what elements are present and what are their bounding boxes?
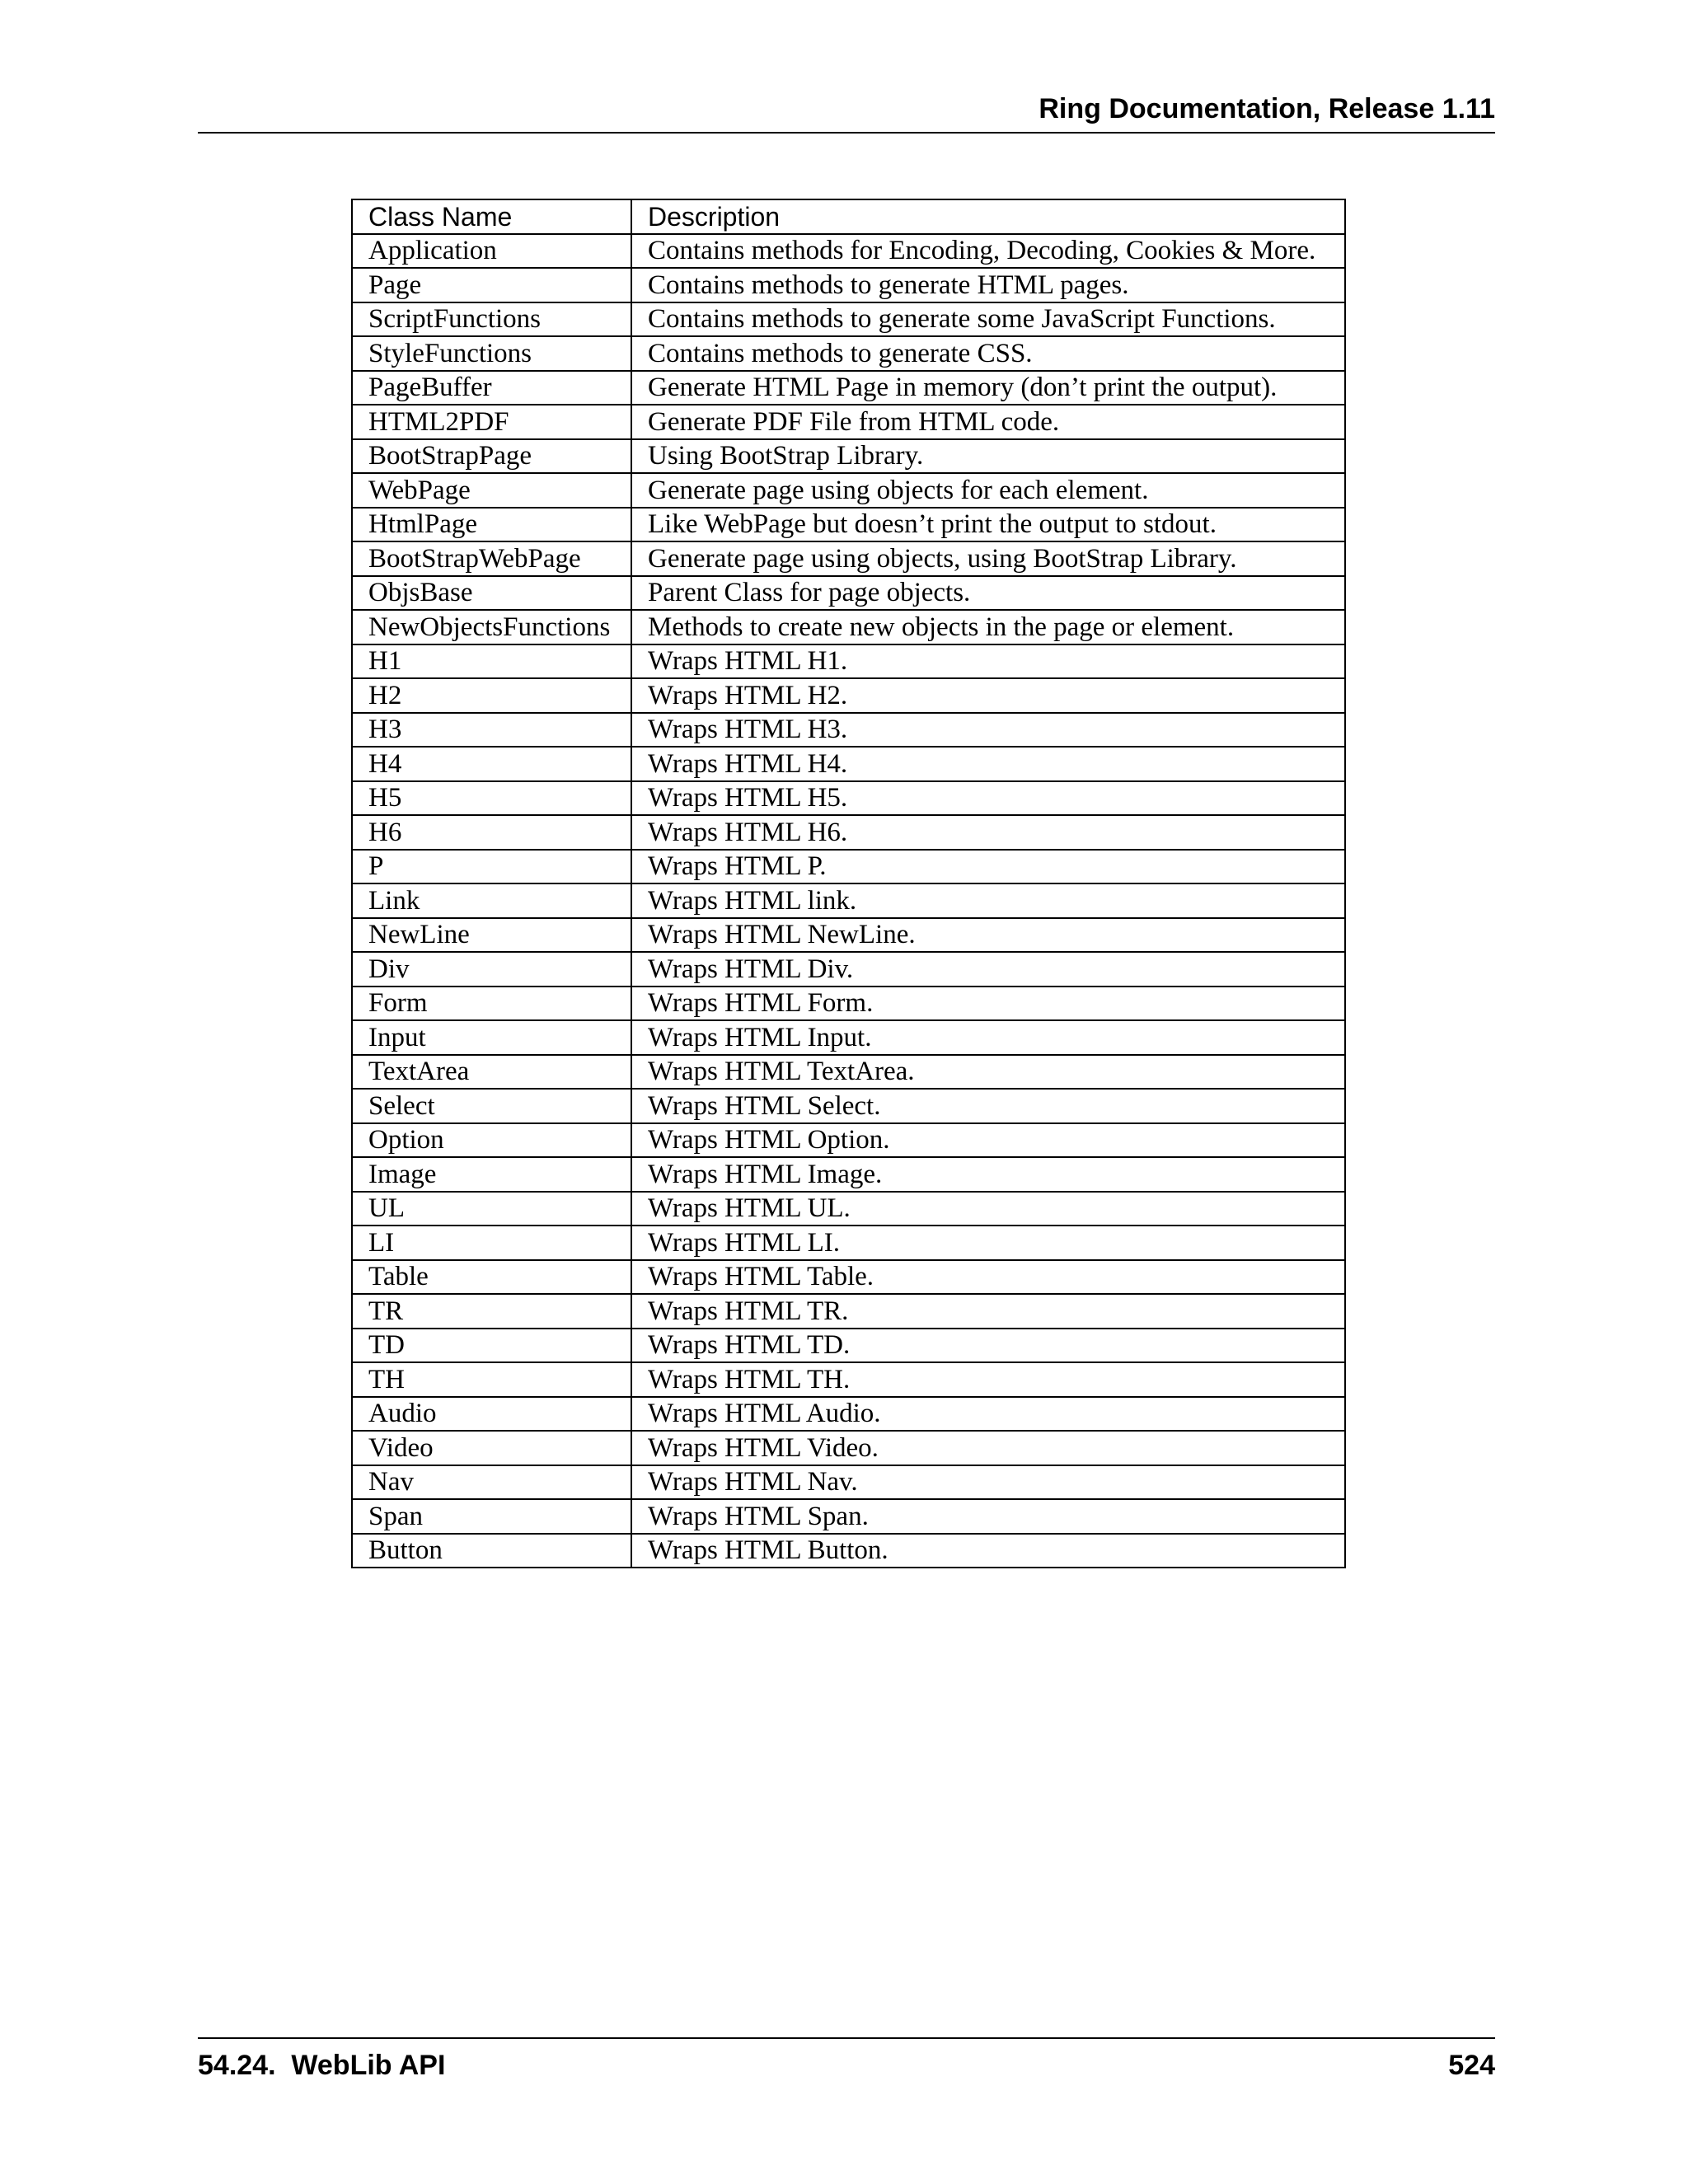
description-cell: Contains methods to generate HTML pages. [631,268,1345,302]
class-name-cell: Table [352,1260,631,1295]
description-cell: Wraps HTML H3. [631,713,1345,748]
class-name-cell: TR [352,1294,631,1329]
class-name-cell: H6 [352,815,631,850]
description-cell: Generate PDF File from HTML code. [631,405,1345,439]
table-row [352,439,1345,474]
class-name-cell: Option [352,1123,631,1158]
table-row [352,1431,1345,1465]
class-name-cell: Select [352,1089,631,1123]
class-name-cell: Input [352,1020,631,1055]
table-row [352,1089,1345,1123]
description-cell: Wraps HTML TD. [631,1329,1345,1363]
description-cell: Wraps HTML H4. [631,747,1345,781]
class-name-cell: Application [352,234,631,269]
description-cell: Wraps HTML Span. [631,1499,1345,1534]
class-name-cell: H4 [352,747,631,781]
class-name-cell: ObjsBase [352,576,631,611]
table-row [352,473,1345,508]
table-row [352,1123,1345,1158]
description-cell: Wraps HTML Div. [631,952,1345,987]
class-name-cell: StyleFunctions [352,336,631,371]
description-cell: Wraps HTML link. [631,883,1345,918]
description-cell: Wraps HTML Form. [631,987,1345,1021]
description-cell: Wraps HTML H5. [631,781,1345,816]
table-row [352,268,1345,302]
class-name-cell: PageBuffer [352,371,631,405]
description-cell: Wraps HTML H6. [631,815,1345,850]
class-name-cell: TD [352,1329,631,1363]
class-name-cell: TH [352,1362,631,1397]
table-row [352,850,1345,884]
class-name-cell: HtmlPage [352,508,631,542]
description-cell: Using BootStrap Library. [631,439,1345,474]
description-cell: Wraps HTML TH. [631,1362,1345,1397]
class-name-cell: Audio [352,1397,631,1432]
description-cell: Wraps HTML LI. [631,1226,1345,1260]
table-header-row [352,199,1345,234]
table-row [352,1157,1345,1192]
table-row [352,1465,1345,1500]
description-cell: Wraps HTML Option. [631,1123,1345,1158]
table-row [352,1260,1345,1295]
class-name-cell: NewLine [352,918,631,953]
description-cell: Wraps HTML Table. [631,1260,1345,1295]
class-name-cell: Button [352,1534,631,1568]
description-cell: Contains methods to generate CSS. [631,336,1345,371]
class-name-cell: NewObjectsFunctions [352,610,631,644]
description-cell: Wraps HTML TextArea. [631,1055,1345,1090]
description-cell: Parent Class for page objects. [631,576,1345,611]
table-row [352,302,1345,337]
table-row [352,952,1345,987]
class-name-cell: Image [352,1157,631,1192]
page-footer [198,2037,1495,2088]
description-cell: Wraps HTML UL. [631,1192,1345,1226]
description-cell: Wraps HTML P. [631,850,1345,884]
description-cell: Wraps HTML Video. [631,1431,1345,1465]
description-cell: Wraps HTML Button. [631,1534,1345,1568]
class-name-cell: H2 [352,678,631,713]
table-row [352,1020,1345,1055]
table-row [352,678,1345,713]
class-name-cell: HTML2PDF [352,405,631,439]
class-name-cell: Form [352,987,631,1021]
description-cell: Wraps HTML H1. [631,644,1345,679]
table-row [352,1397,1345,1432]
table-row [352,610,1345,644]
table-row [352,987,1345,1021]
table-row [352,747,1345,781]
table-row [352,541,1345,576]
class-name-cell: TextArea [352,1055,631,1090]
class-name-cell: H1 [352,644,631,679]
footer-section-title: 54.24. WebLib API [198,2050,446,2081]
class-name-cell: WebPage [352,473,631,508]
class-name-cell: Page [352,268,631,302]
class-table [351,199,1346,1568]
table-row [352,508,1345,542]
description-cell: Wraps HTML Nav. [631,1465,1345,1500]
table-row [352,234,1345,269]
description-cell: Wraps HTML Audio. [631,1397,1345,1432]
table-row [352,371,1345,405]
table-row [352,644,1345,679]
table-row [352,576,1345,611]
header-title: Ring Documentation, Release 1.11 [1039,93,1495,124]
class-name-cell: BootStrapWebPage [352,541,631,576]
table-body [352,234,1345,1568]
column-header-description: Description [631,199,1345,234]
table-row [352,1329,1345,1363]
description-cell: Wraps HTML TR. [631,1294,1345,1329]
table-row [352,883,1345,918]
table-row [352,1362,1345,1397]
class-name-cell: H5 [352,781,631,816]
description-cell: Contains methods to generate some JavaScript Functions. [631,302,1345,337]
description-cell: Like WebPage but doesn’t print the output to stdout. [631,508,1345,542]
page-header [198,89,1495,134]
description-cell: Methods to create new objects in the page or element. [631,610,1345,644]
description-cell: Wraps HTML Input. [631,1020,1345,1055]
class-name-cell: BootStrapPage [352,439,631,474]
table-row [352,1055,1345,1090]
column-header-class-name: Class Name [352,199,631,234]
table-row [352,1294,1345,1329]
table-row [352,1534,1345,1568]
class-name-cell: Link [352,883,631,918]
table-row [352,1226,1345,1260]
class-name-cell: Div [352,952,631,987]
class-name-cell: Nav [352,1465,631,1500]
class-name-cell: UL [352,1192,631,1226]
description-cell: Wraps HTML NewLine. [631,918,1345,953]
description-cell: Contains methods for Encoding, Decoding, Cookies & More. [631,234,1345,269]
table-row [352,781,1345,816]
class-name-cell: LI [352,1226,631,1260]
description-cell: Wraps HTML H2. [631,678,1345,713]
table-row [352,918,1345,953]
table-row [352,1499,1345,1534]
table-row [352,1192,1345,1226]
description-cell: Wraps HTML Image. [631,1157,1345,1192]
description-cell: Generate page using objects for each element. [631,473,1345,508]
class-name-cell: Video [352,1431,631,1465]
class-name-cell: P [352,850,631,884]
table-row [352,336,1345,371]
footer-page-number: 524 [1448,2050,1495,2081]
table-row [352,713,1345,748]
table-row [352,405,1345,439]
description-cell: Wraps HTML Select. [631,1089,1345,1123]
class-name-cell: Span [352,1499,631,1534]
description-cell: Generate HTML Page in memory (don’t print the output). [631,371,1345,405]
description-cell: Generate page using objects, using BootStrap Library. [631,541,1345,576]
class-name-cell: H3 [352,713,631,748]
class-name-cell: ScriptFunctions [352,302,631,337]
table-row [352,815,1345,850]
